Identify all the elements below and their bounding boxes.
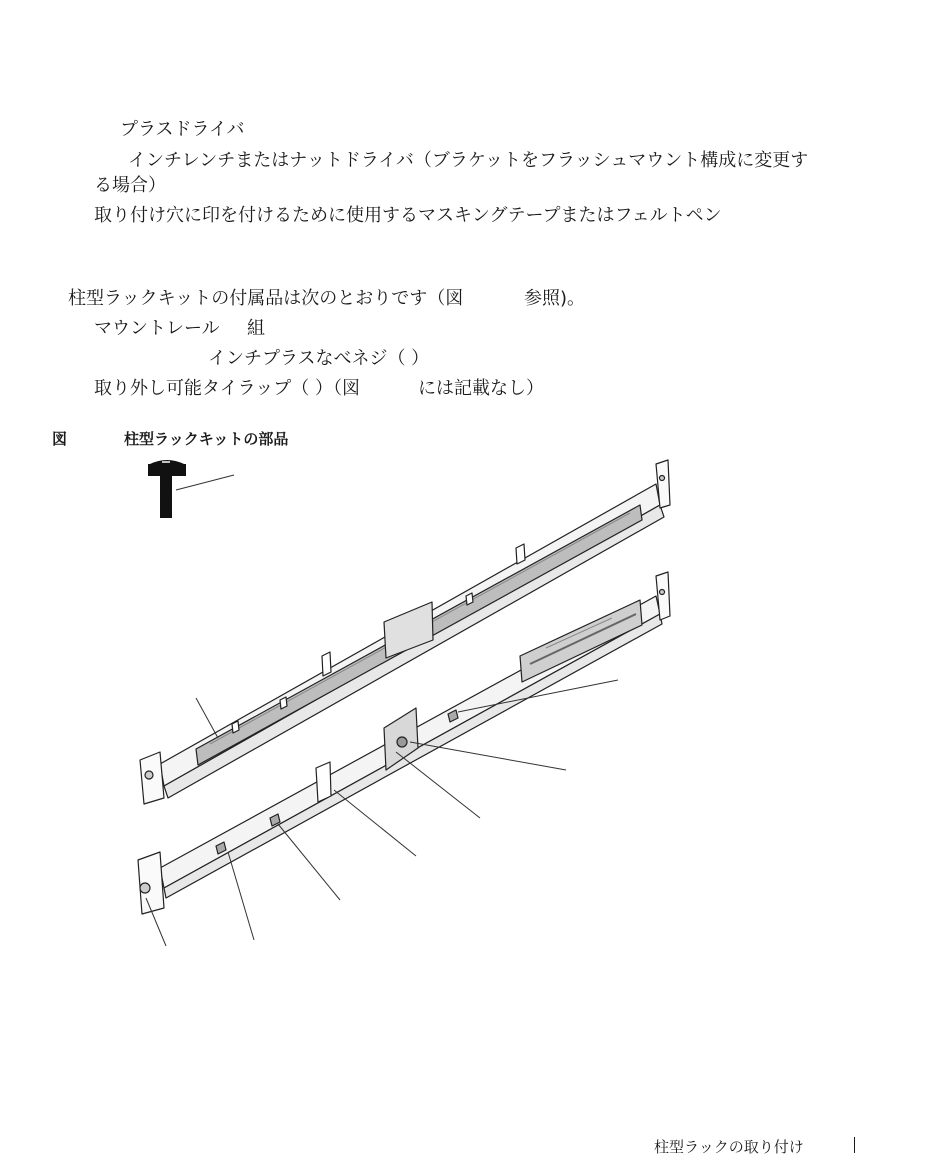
figure-title: 柱型ラックキットの部品	[124, 430, 289, 448]
kit-item-rails: マウントレール	[94, 318, 220, 339]
tool-item-wrench-line2: る場合）	[94, 175, 166, 196]
screw-illustration	[148, 460, 234, 518]
figure-label: 図	[52, 430, 68, 448]
running-footer: 柱型ラックの取り付け	[654, 1138, 804, 1156]
tool-item-tape: 取り付け穴に印を付けるために使用するマスキングテープまたはフェルトペン	[94, 205, 722, 226]
kit-intro-text: 柱型ラックキットの付属品は次のとおりです（図	[68, 288, 464, 309]
tool-item-wrench-line1: インチレンチまたはナットドライバ（ブラケットをフラッシュマウント構成に変更す	[128, 150, 809, 171]
tool-item-screwdriver: プラスドライバ	[120, 119, 245, 140]
kit-intro-reference: 参照)。	[524, 288, 586, 309]
kit-item-tie-wraps: 取り外し可能タイラップ（ ）（図	[94, 378, 361, 399]
kit-item-screws: インチプラスなべネジ（ ）	[208, 348, 430, 369]
callout-lines	[146, 680, 618, 946]
kit-item-rails-count: 組	[247, 318, 265, 339]
footer-divider	[854, 1137, 855, 1153]
kit-item-tie-wraps-note: には記載なし）	[418, 378, 544, 399]
